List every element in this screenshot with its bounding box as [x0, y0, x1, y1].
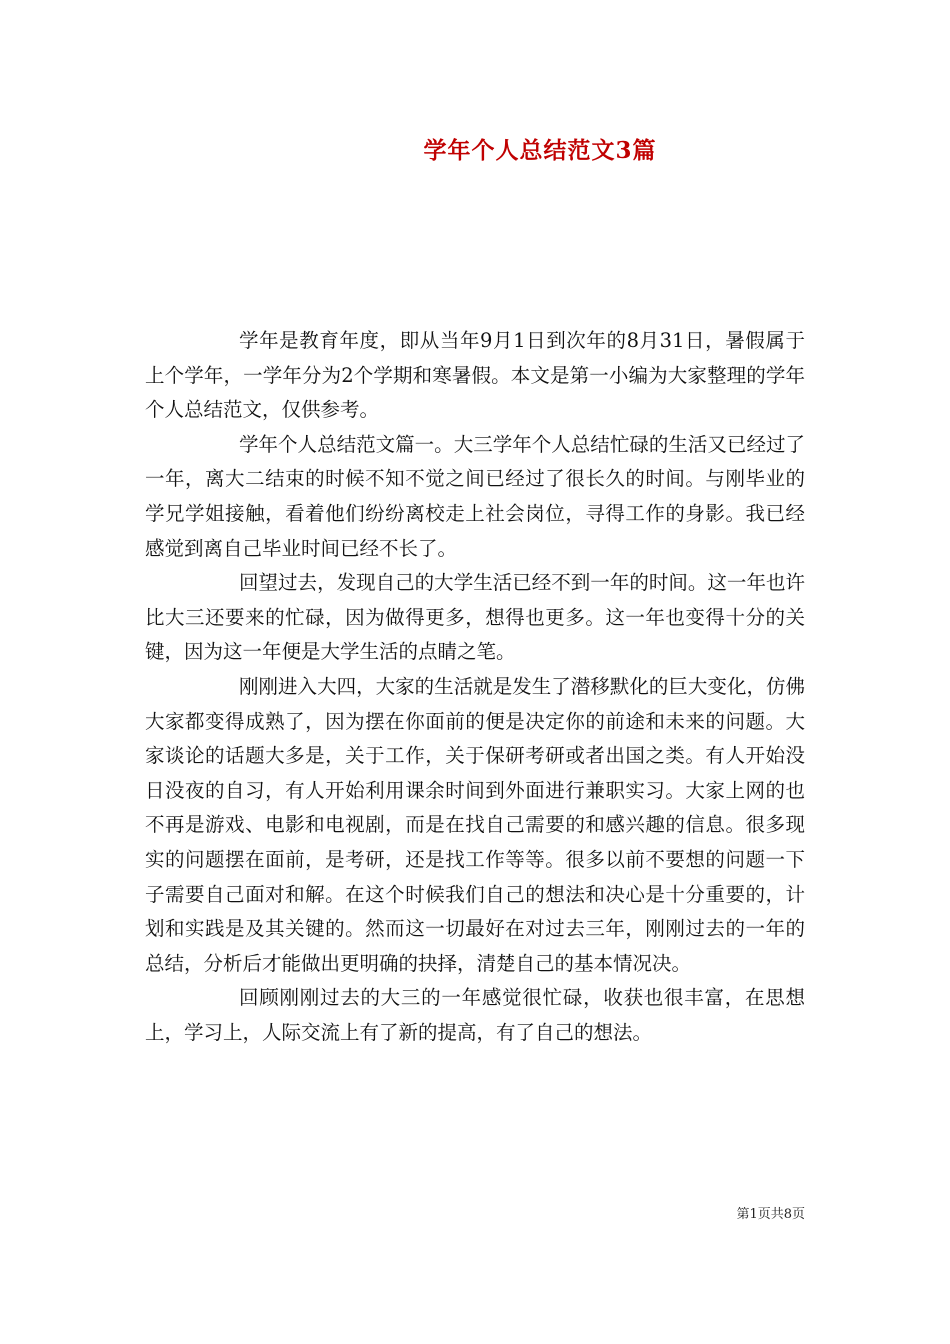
paragraph-3: 回望过去，发现自己的大学生活已经不到一年的时间。这一年也许比大三还要来的忙碌，因为做得更多，想得也更多。这一年也变得十分的关键，因为这一年便是大学生活的点睛之笔。: [145, 571, 805, 664]
page-number-footer: 第1页共8页: [736, 1207, 805, 1222]
document-body: [145, 324, 805, 1050]
paragraph-4: 刚刚进入大四，大家的生活就是发生了潜移默化的巨大变化，仿佛大家都变得成熟了，因为摆在你面前的便是决定你的前途和未来的问题。大家谈论的话题大多是，关于工作，关于保研考研或者出国之类。有人开始没日没夜的自习，有人开始利用课余时间到外面进行兼职实习。大家上网的也不再是游戏、电影和电视剧，而是在找自己需要的和感兴趣的信息。很多现实的问题摆在面前，是考研，还是找工作等等。很多以前不要想的问题一下子需要自己面对和解。在这个时候我们自己的想法和决心是十分重要的，计划和实践是及其关键的。然而这一切最好在对过去三年，刚刚过去的一年的总结，分析后才能做出更明确的抉择，清楚自己的基本情况决。: [145, 674, 805, 975]
document-title: 学年个人总结范文3篇: [423, 137, 657, 164]
paragraph-5: 回顾刚刚过去的大三的一年感觉很忙碌，收获也很丰富，在思想上，学习上，人际交流上有了新的提高，有了自己的想法。: [145, 986, 805, 1044]
paragraph-2: 学年个人总结范文篇一。大三学年个人总结忙碌的生活又已经过了一年，离大二结束的时候不知不觉之间已经过了很长久的时间。与刚毕业的学兄学姐接触，看着他们纷纷离校走上社会岗位，寻得工作的身影。我已经感觉到离自己毕业时间已经不长了。: [145, 432, 805, 560]
paragraph-1: 学年是教育年度，即从当年9月1日到次年的8月31日，暑假属于上个学年，一学年分为2个学期和寒暑假。本文是第一小编为大家整理的学年个人总结范文，仅供参考。: [145, 329, 805, 422]
